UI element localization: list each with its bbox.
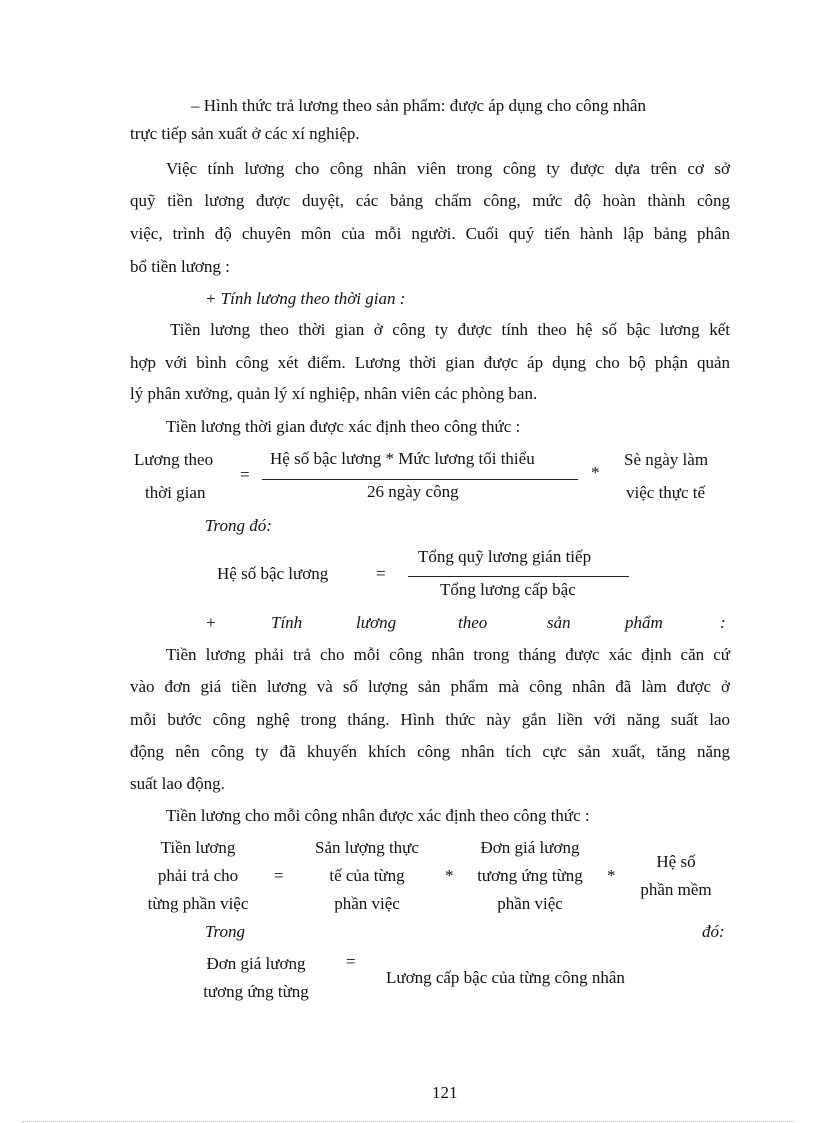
- formula3-c-line-1: Đơn giá lương: [480, 838, 580, 857]
- formula1-denominator: 26 ngày công: [367, 482, 459, 501]
- formula3-a-line-1: Tiền lương: [160, 838, 236, 857]
- formula1-equals: =: [240, 465, 250, 484]
- para-2-line-1: Việc tính lương cho công nhân viên trong công ty được dựa trên cơ sở: [166, 159, 730, 178]
- para-5-line-2: vào đơn giá tiền lương và số lượng sản phẩm mà công nhân đã làm được ở: [130, 677, 730, 696]
- formula3-d-line-1: Hệ số: [656, 852, 696, 871]
- where-label-1: Trong đó:: [205, 516, 272, 535]
- para-2-line-4: bổ tiền lương :: [130, 257, 230, 276]
- heading-product-word-5: phẩm: [625, 613, 663, 632]
- formula3-times-2: *: [607, 866, 616, 885]
- para-2-line-3: việc, trình độ chuyên môn của mỗi người. Cuối quý tiến hành lập bảng phân: [130, 224, 730, 243]
- page-bottom-divider: [22, 1121, 794, 1122]
- formula4-rhs: Lương cấp bậc của từng công nhân: [386, 968, 625, 987]
- para-5-line-1: Tiền lương phải trả cho mỗi công nhân trong tháng được xác định căn cứ: [166, 645, 730, 664]
- para-1-line-2: trực tiếp sản xuất ở các xí nghiệp.: [130, 124, 360, 143]
- heading-product-word-3: theo: [458, 613, 488, 632]
- para-3-line-2: hợp với bình công xét điểm. Lương thời gian được áp dụng cho bộ phận quản: [130, 353, 730, 372]
- para-1-line-1: – Hình thức trả lương theo sản phẩm: được áp dụng cho công nhân: [191, 96, 646, 115]
- formula2-numerator: Tổng quỹ lương gián tiếp: [418, 547, 592, 566]
- where-label-2b: đó:: [702, 922, 725, 941]
- formula3-c-line-3: phần việc: [497, 894, 563, 913]
- formula3-b-line-3: phần việc: [334, 894, 400, 913]
- formula1-lhs-line-2: thời gian: [145, 483, 206, 502]
- para-4: Tiền lương thời gian được xác định theo công thức :: [166, 417, 521, 436]
- formula1-rhs-line-1: Sè ngày làm: [624, 450, 709, 469]
- formula3-d-line-2: phần mềm: [640, 880, 712, 899]
- formula4-lhs-line-1: Đơn giá lương: [206, 954, 306, 973]
- formula1-rhs-line-2: việc thực tế: [626, 483, 706, 502]
- page-number: 121: [432, 1083, 458, 1102]
- formula1-lhs-line-1: Lương theo: [134, 450, 214, 469]
- formula3-times-1: *: [445, 866, 454, 885]
- formula3-b-line-2: tế của từng: [329, 866, 405, 885]
- para-2-line-2: quỹ tiền lương được duyệt, các bảng chấm công, mức độ hoàn thành công: [130, 191, 730, 210]
- heading-product-colon: :: [720, 613, 726, 632]
- formula3-b-line-1: Sản lượng thực: [315, 838, 419, 857]
- formula1-numerator: Hệ số bậc lương * Mức lương tối thiểu: [270, 449, 535, 468]
- formula3-equals: =: [274, 866, 284, 885]
- heading-product-word-2: lương: [356, 613, 397, 632]
- formula2-denominator: Tổng lương cấp bậc: [440, 580, 576, 599]
- heading-product-plus: +: [205, 613, 217, 632]
- para-3-line-1: Tiền lương theo thời gian ở công ty được tính theo hệ số bậc lương kết: [170, 320, 730, 339]
- para-5-line-4: động nên công ty đã khuyến khích công nhân tích cực sản xuất, tăng năng: [130, 742, 730, 761]
- formula4-equals: =: [346, 952, 356, 971]
- formula3-a-line-2: phải trả cho: [157, 866, 239, 885]
- heading-time-wage: + Tính lương theo thời gian :: [205, 289, 406, 308]
- formula1-times: *: [591, 463, 600, 482]
- para-3-line-3: lý phân xưởng, quản lý xí nghiệp, nhân viên các phòng ban.: [130, 384, 538, 403]
- para-5-line-5: suất lao động.: [130, 774, 225, 793]
- formula2-equals: =: [376, 564, 386, 583]
- formula4-lhs-line-2: tương ứng từng: [203, 982, 309, 1001]
- formula3-c-line-2: tương ứng từng: [477, 866, 583, 885]
- formula3-a-line-3: từng phần việc: [147, 894, 249, 913]
- formula2-lhs: Hệ số bậc lương: [217, 564, 329, 583]
- heading-product-word-4: sản: [547, 613, 571, 632]
- heading-product-word-1: Tính: [271, 613, 303, 632]
- para-6: Tiền lương cho mỗi công nhân được xác định theo công thức :: [166, 806, 590, 825]
- para-5-line-3: mỗi bước công nghệ trong tháng. Hình thức này gắn liền với năng suất lao: [130, 710, 730, 729]
- where-label-2a: Trong: [205, 922, 246, 941]
